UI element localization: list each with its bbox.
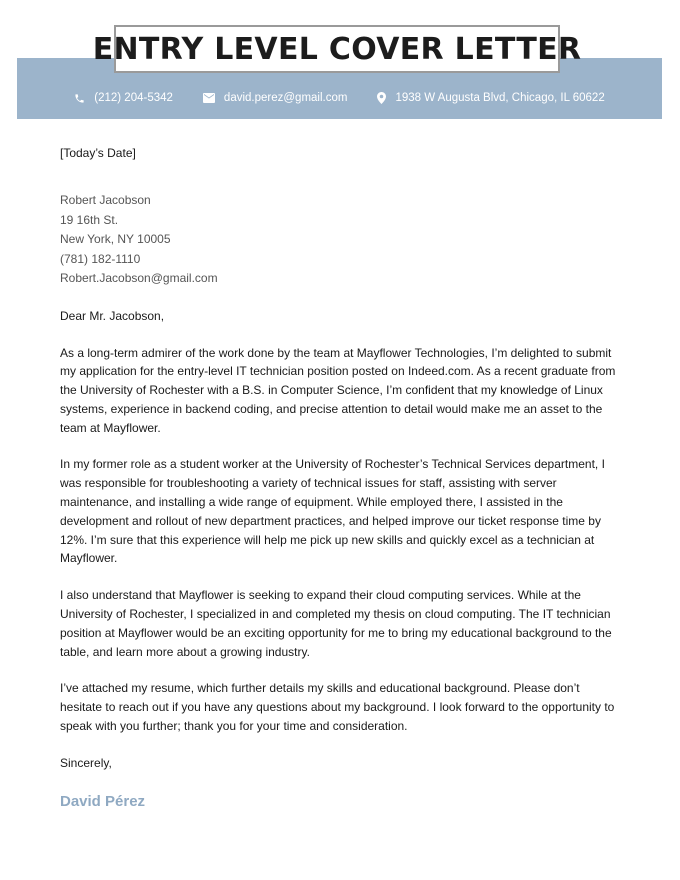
page-title: ENTRY LEVEL COVER LETTER [92,31,582,67]
letter-date: [Today’s Date] [60,146,136,160]
title-box [92,25,582,73]
envelope-icon [203,93,215,103]
signature: David Pérez [60,792,146,810]
closing: Sincerely, [60,755,112,770]
contact-address [377,92,604,104]
contact-phone-text: (212) 204-5342 [94,92,173,104]
recipient-phone: (781) 182-1110 [60,251,141,266]
recipient-block [60,191,622,289]
recipient-street: 19 16th St. [60,212,119,227]
contact-email-text: david.perez@gmail.com [223,92,348,104]
paragraph-2: In my former role as a student worker at the University of Rochester’s Technical Services department, I was responsible for troubleshooting a variety of technical issues for staff, assisting with server maintenance, and installing a wide range of equipment. While employed there, I assisted in the development and rollout of new department practices, and helped improve our ticket response time by 12%. I’m sure that this experience will help me pick up new skills and quickly excel as a technician at Mayflower. [60,457,605,566]
recipient-email: Robert.Jacobson@gmail.com [60,271,218,285]
contact-phone [74,92,173,104]
recipient-city: New York, NY 10005 [60,232,171,246]
contact-address-text: 1938 W Augusta Blvd, Chicago, IL 60622 [395,92,605,104]
paragraph-4: I’ve attached my resume, which further details my skills and educational background. Please don’t hesitate to reach out if you have any questions about my background. I look forward to the opportunity to speak with you further; thank you for your time and consideration. [60,681,615,734]
phone-icon [74,93,85,104]
contact-email [203,92,348,104]
recipient-name: Robert Jacobson [60,193,151,207]
paragraph-3: I also understand that Mayflower is seeking to expand their cloud computing services. While at the University of Rochester, I specialized in and completed my thesis on cloud computing. The IT technician position at Mayflower would be an exciting opportunity for me to bring my educational background to the table, and learn more about a growing industry. [60,588,612,659]
contact-bar [17,88,662,108]
location-pin-icon [377,92,386,104]
paragraph-1: As a long-term admirer of the work done by the team at Mayflower Technologies, I’m delighted to submit my application for the entry-level IT technician position posted on Indeed.com. As a recent graduate from the University of Rochester with a B.S. in Computer Science, I’m confident that my knowledge of Linux systems, experience in backend coding, and precise attention to detail would make me an asset to the team at Mayflower. [60,345,616,435]
salutation: Dear Mr. Jacobson, [60,308,165,323]
letter-body [60,144,622,810]
